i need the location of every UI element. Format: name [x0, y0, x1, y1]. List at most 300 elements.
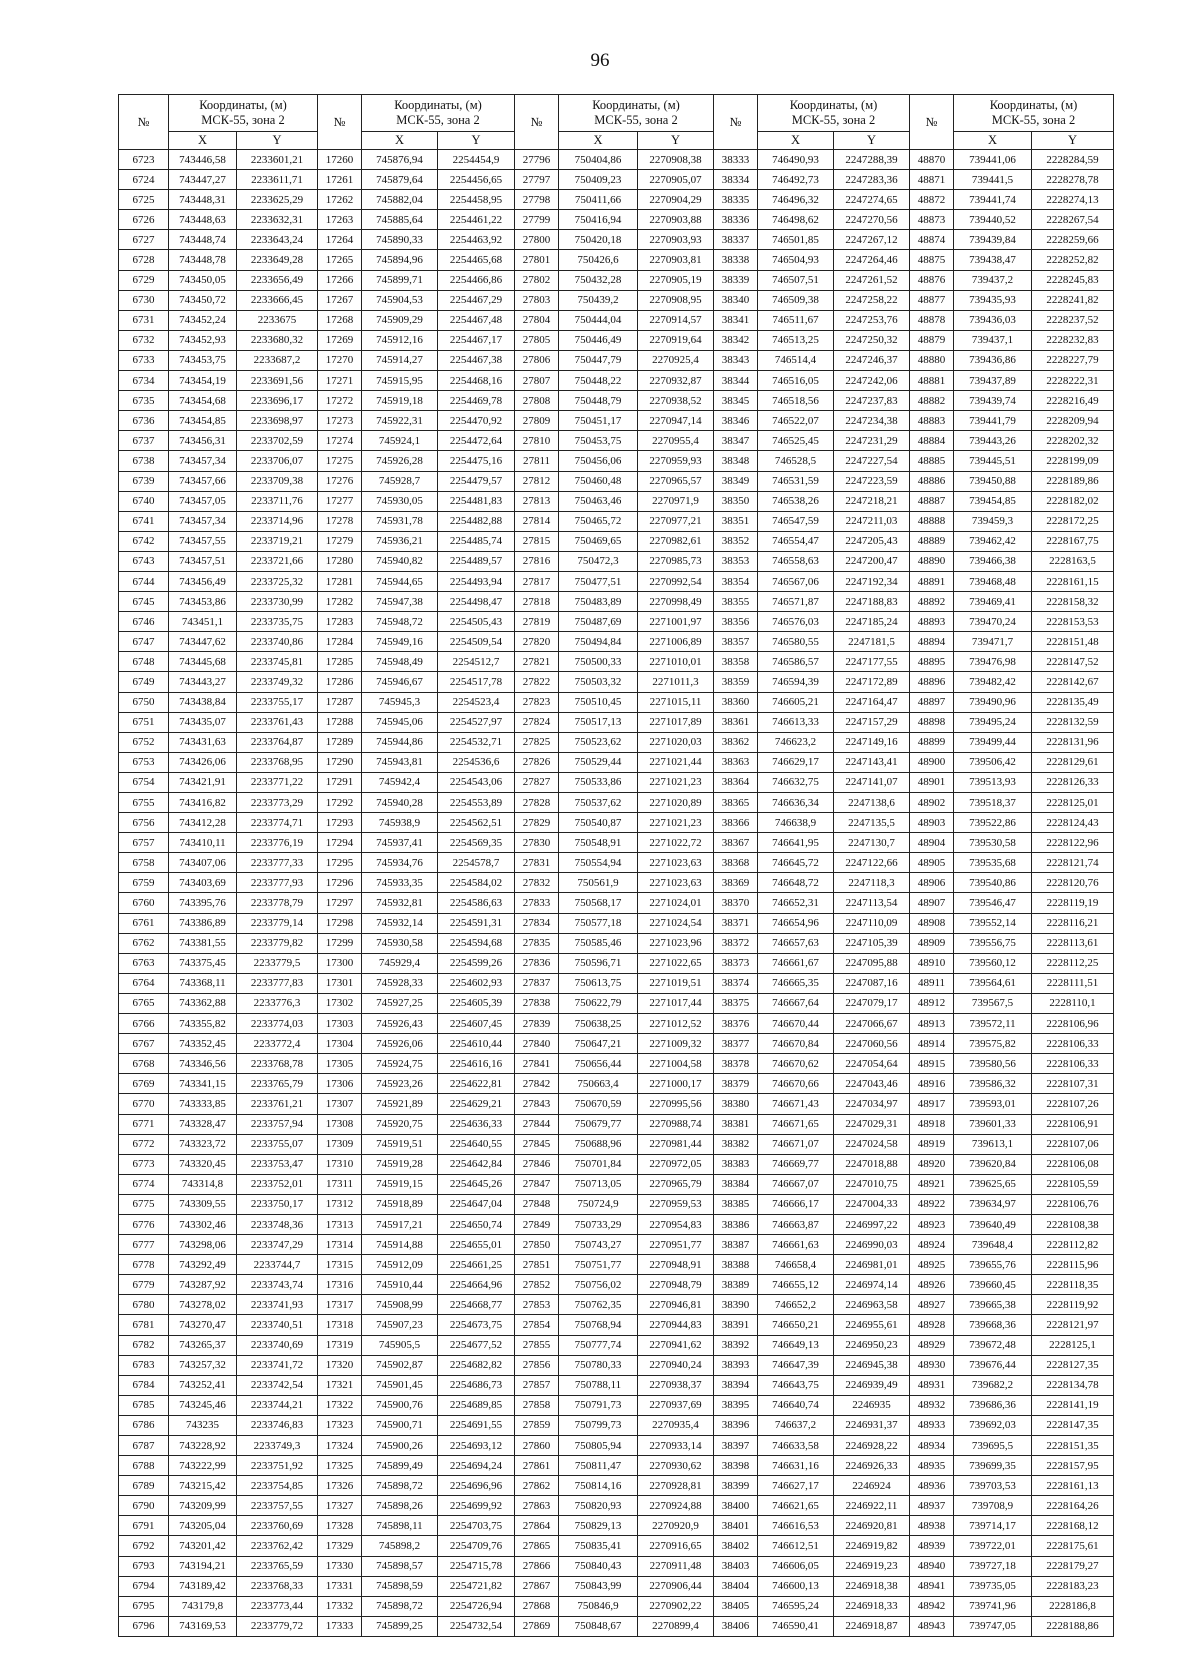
y-coordinate: 2270925,4 [638, 350, 714, 370]
x-coordinate: 750843,99 [559, 1576, 638, 1596]
x-coordinate: 750554,94 [559, 853, 638, 873]
x-coordinate: 750463,46 [559, 491, 638, 511]
x-coordinate: 739546,47 [954, 893, 1032, 913]
y-coordinate: 2246919,82 [834, 1536, 910, 1556]
y-coordinate: 2228232,83 [1032, 330, 1114, 350]
y-coordinate: 2233601,21 [237, 150, 318, 170]
x-coordinate: 746657,63 [758, 933, 834, 953]
y-coordinate: 2247218,21 [834, 491, 910, 511]
x-coordinate: 745929,4 [362, 953, 438, 973]
x-coordinate: 739513,93 [954, 772, 1032, 792]
y-coordinate: 2254467,48 [438, 310, 515, 330]
x-coordinate: 739495,24 [954, 712, 1032, 732]
header-y: Y [1032, 132, 1114, 150]
point-number: 6783 [119, 1355, 169, 1375]
y-coordinate: 2228172,25 [1032, 511, 1114, 531]
point-number: 38362 [714, 732, 758, 752]
point-number: 27847 [515, 1174, 559, 1194]
x-coordinate: 745919,15 [362, 1174, 438, 1194]
y-coordinate: 2247095,88 [834, 953, 910, 973]
point-number: 38351 [714, 511, 758, 531]
point-number: 6786 [119, 1415, 169, 1435]
point-number: 27849 [515, 1214, 559, 1234]
table-row [119, 150, 1114, 170]
y-coordinate: 2254479,57 [438, 471, 515, 491]
x-coordinate: 745900,71 [362, 1415, 438, 1435]
x-coordinate: 750460,48 [559, 471, 638, 491]
x-coordinate: 743410,11 [169, 833, 237, 853]
y-coordinate: 2246945,38 [834, 1355, 910, 1375]
point-number: 27836 [515, 953, 559, 973]
x-coordinate: 739676,44 [954, 1355, 1032, 1375]
x-coordinate: 750788,11 [559, 1375, 638, 1395]
point-number: 38356 [714, 612, 758, 632]
y-coordinate: 2247181,5 [834, 632, 910, 652]
point-number: 6725 [119, 190, 169, 210]
y-coordinate: 2233666,45 [237, 290, 318, 310]
point-number: 17284 [318, 632, 362, 652]
y-coordinate: 2270933,14 [638, 1436, 714, 1456]
y-coordinate: 2254642,84 [438, 1154, 515, 1174]
table-row [119, 793, 1114, 813]
x-coordinate: 746490,93 [758, 150, 834, 170]
y-coordinate: 2228111,51 [1032, 973, 1114, 993]
point-number: 27832 [515, 873, 559, 893]
y-coordinate: 2270946,81 [638, 1295, 714, 1315]
point-number: 38367 [714, 833, 758, 853]
point-number: 38352 [714, 531, 758, 551]
y-coordinate: 2228115,96 [1032, 1255, 1114, 1275]
x-coordinate: 743407,06 [169, 853, 237, 873]
y-coordinate: 2270905,07 [638, 170, 714, 190]
point-number: 48910 [910, 953, 954, 973]
x-coordinate: 746498,62 [758, 210, 834, 230]
table-header [119, 95, 1114, 150]
point-number: 6734 [119, 371, 169, 391]
x-coordinate: 739440,52 [954, 210, 1032, 230]
x-coordinate: 745894,96 [362, 250, 438, 270]
x-coordinate: 745899,25 [362, 1616, 438, 1636]
x-coordinate: 739699,35 [954, 1456, 1032, 1476]
y-coordinate: 2233750,17 [237, 1194, 318, 1214]
x-coordinate: 750724,9 [559, 1194, 638, 1214]
point-number: 27823 [515, 692, 559, 712]
x-coordinate: 746580,55 [758, 632, 834, 652]
point-number: 17298 [318, 913, 362, 933]
x-coordinate: 743457,51 [169, 551, 237, 571]
point-number: 17326 [318, 1476, 362, 1496]
x-coordinate: 750820,93 [559, 1496, 638, 1516]
y-coordinate: 2254493,94 [438, 571, 515, 591]
table-row [119, 1375, 1114, 1395]
point-number: 27812 [515, 471, 559, 491]
point-number: 6772 [119, 1134, 169, 1154]
point-number: 38386 [714, 1214, 758, 1234]
table-row [119, 1315, 1114, 1335]
y-coordinate: 2247234,38 [834, 411, 910, 431]
y-coordinate: 2271001,97 [638, 612, 714, 632]
point-number: 27833 [515, 893, 559, 913]
x-coordinate: 739593,01 [954, 1094, 1032, 1114]
y-coordinate: 2228121,74 [1032, 853, 1114, 873]
x-coordinate: 743447,62 [169, 632, 237, 652]
point-number: 17287 [318, 692, 362, 712]
y-coordinate: 2247253,76 [834, 310, 910, 330]
x-coordinate: 745937,41 [362, 833, 438, 853]
point-number: 48924 [910, 1235, 954, 1255]
point-number: 6724 [119, 170, 169, 190]
y-coordinate: 2254485,74 [438, 531, 515, 551]
point-number: 48934 [910, 1436, 954, 1456]
table-row [119, 290, 1114, 310]
point-number: 17328 [318, 1516, 362, 1536]
x-coordinate: 743189,42 [169, 1576, 237, 1596]
x-coordinate: 746665,35 [758, 973, 834, 993]
x-coordinate: 743298,06 [169, 1235, 237, 1255]
x-coordinate: 743201,42 [169, 1536, 237, 1556]
y-coordinate: 2233768,95 [237, 752, 318, 772]
x-coordinate: 739441,06 [954, 150, 1032, 170]
y-coordinate: 2247034,97 [834, 1094, 910, 1114]
y-coordinate: 2247288,39 [834, 150, 910, 170]
table-row [119, 1074, 1114, 1094]
x-coordinate: 745898,26 [362, 1496, 438, 1516]
y-coordinate: 2271017,89 [638, 712, 714, 732]
y-coordinate: 2233748,36 [237, 1214, 318, 1234]
x-coordinate: 743278,02 [169, 1295, 237, 1315]
y-coordinate: 2247242,06 [834, 371, 910, 391]
table-row [119, 1214, 1114, 1234]
y-coordinate: 2228106,76 [1032, 1194, 1114, 1214]
point-number: 48901 [910, 772, 954, 792]
y-coordinate: 2228182,02 [1032, 491, 1114, 511]
x-coordinate: 743381,55 [169, 933, 237, 953]
point-number: 27825 [515, 732, 559, 752]
x-coordinate: 743386,89 [169, 913, 237, 933]
table-row [119, 1596, 1114, 1616]
x-coordinate: 750439,2 [559, 290, 638, 310]
x-coordinate: 743265,37 [169, 1335, 237, 1355]
header-coordinates [954, 95, 1114, 132]
x-coordinate: 745898,72 [362, 1476, 438, 1496]
x-coordinate: 745923,26 [362, 1074, 438, 1094]
x-coordinate: 746501,85 [758, 230, 834, 250]
x-coordinate: 745900,76 [362, 1395, 438, 1415]
point-number: 17325 [318, 1456, 362, 1476]
y-coordinate: 2254456,65 [438, 170, 515, 190]
point-number: 17275 [318, 451, 362, 471]
x-coordinate: 745904,53 [362, 290, 438, 310]
y-coordinate: 2228202,32 [1032, 431, 1114, 451]
y-coordinate: 2246926,33 [834, 1456, 910, 1476]
y-coordinate: 2228153,53 [1032, 612, 1114, 632]
point-number: 6727 [119, 230, 169, 250]
y-coordinate: 2233754,85 [237, 1476, 318, 1496]
x-coordinate: 746632,75 [758, 772, 834, 792]
point-number: 48928 [910, 1315, 954, 1335]
table-row [119, 1616, 1114, 1636]
x-coordinate: 739660,45 [954, 1275, 1032, 1295]
y-coordinate: 2228161,15 [1032, 571, 1114, 591]
y-coordinate: 2254553,89 [438, 793, 515, 813]
point-number: 38398 [714, 1456, 758, 1476]
x-coordinate: 746496,32 [758, 190, 834, 210]
point-number: 6748 [119, 652, 169, 672]
point-number: 17331 [318, 1576, 362, 1596]
point-number: 48872 [910, 190, 954, 210]
table-row [119, 511, 1114, 531]
x-coordinate: 739625,65 [954, 1174, 1032, 1194]
x-coordinate: 739601,33 [954, 1114, 1032, 1134]
x-coordinate: 746631,16 [758, 1456, 834, 1476]
y-coordinate: 2233777,93 [237, 873, 318, 893]
x-coordinate: 746576,03 [758, 612, 834, 632]
x-coordinate: 739747,05 [954, 1616, 1032, 1636]
point-number: 48921 [910, 1174, 954, 1194]
point-number: 17292 [318, 793, 362, 813]
point-number: 27805 [515, 330, 559, 350]
point-number: 48922 [910, 1194, 954, 1214]
x-coordinate: 743448,31 [169, 190, 237, 210]
table-row [119, 1516, 1114, 1536]
point-number: 48889 [910, 531, 954, 551]
x-coordinate: 746647,39 [758, 1355, 834, 1375]
x-coordinate: 743445,68 [169, 652, 237, 672]
point-number: 17290 [318, 752, 362, 772]
y-coordinate: 2254610,44 [438, 1034, 515, 1054]
point-number: 48935 [910, 1456, 954, 1476]
x-coordinate: 750613,75 [559, 973, 638, 993]
point-number: 27829 [515, 813, 559, 833]
x-coordinate: 743375,45 [169, 953, 237, 973]
point-number: 6778 [119, 1255, 169, 1275]
point-number: 6738 [119, 451, 169, 471]
y-coordinate: 2233741,72 [237, 1355, 318, 1375]
table-row [119, 350, 1114, 370]
x-coordinate: 750688,96 [559, 1134, 638, 1154]
point-number: 6759 [119, 873, 169, 893]
y-coordinate: 2228106,08 [1032, 1154, 1114, 1174]
point-number: 38370 [714, 893, 758, 913]
point-number: 17266 [318, 270, 362, 290]
point-number: 38383 [714, 1154, 758, 1174]
point-number: 48937 [910, 1496, 954, 1516]
x-coordinate: 750446,49 [559, 330, 638, 350]
y-coordinate: 2228107,31 [1032, 1074, 1114, 1094]
table-row [119, 993, 1114, 1013]
table-row [119, 833, 1114, 853]
x-coordinate: 739741,96 [954, 1596, 1032, 1616]
point-number: 17288 [318, 712, 362, 732]
point-number: 17276 [318, 471, 362, 491]
header-coordinates-system: МСК-55, зона 2 [594, 113, 678, 127]
point-number: 27835 [515, 933, 559, 953]
point-number: 6771 [119, 1114, 169, 1134]
point-number: 38392 [714, 1335, 758, 1355]
y-coordinate: 2233719,21 [237, 531, 318, 551]
x-coordinate: 750420,18 [559, 230, 638, 250]
point-number: 38348 [714, 451, 758, 471]
point-number: 48925 [910, 1255, 954, 1275]
x-coordinate: 750472,3 [559, 551, 638, 571]
y-coordinate: 2270992,54 [638, 571, 714, 591]
x-coordinate: 745910,44 [362, 1275, 438, 1295]
point-number: 27826 [515, 752, 559, 772]
x-coordinate: 746492,73 [758, 170, 834, 190]
x-coordinate: 743395,76 [169, 893, 237, 913]
x-coordinate: 739586,32 [954, 1074, 1032, 1094]
x-coordinate: 746643,75 [758, 1375, 834, 1395]
point-number: 48912 [910, 993, 954, 1013]
y-coordinate: 2270985,73 [638, 551, 714, 571]
table-row [119, 1335, 1114, 1355]
point-number: 27800 [515, 230, 559, 250]
x-coordinate: 746547,59 [758, 511, 834, 531]
point-number: 48893 [910, 612, 954, 632]
x-coordinate: 743456,49 [169, 571, 237, 591]
x-coordinate: 739672,48 [954, 1335, 1032, 1355]
x-coordinate: 743448,74 [169, 230, 237, 250]
y-coordinate: 2254505,43 [438, 612, 515, 632]
point-number: 38382 [714, 1134, 758, 1154]
point-number: 27810 [515, 431, 559, 451]
point-number: 38342 [714, 330, 758, 350]
point-number: 27869 [515, 1616, 559, 1636]
x-coordinate: 745905,5 [362, 1335, 438, 1355]
point-number: 48871 [910, 170, 954, 190]
point-number: 27809 [515, 411, 559, 431]
y-coordinate: 2246920,81 [834, 1516, 910, 1536]
point-number: 27819 [515, 612, 559, 632]
y-coordinate: 2233765,59 [237, 1556, 318, 1576]
y-coordinate: 2233706,07 [237, 451, 318, 471]
y-coordinate: 2270965,79 [638, 1174, 714, 1194]
x-coordinate: 746658,4 [758, 1255, 834, 1275]
y-coordinate: 2233730,99 [237, 592, 318, 612]
coordinates-table [118, 94, 1114, 1637]
y-coordinate: 2233776,3 [237, 993, 318, 1013]
point-number: 17324 [318, 1436, 362, 1456]
point-number: 38339 [714, 270, 758, 290]
y-coordinate: 2270905,19 [638, 270, 714, 290]
point-number: 27827 [515, 772, 559, 792]
y-coordinate: 2233768,33 [237, 1576, 318, 1596]
x-coordinate: 745920,75 [362, 1114, 438, 1134]
y-coordinate: 2246924 [834, 1476, 910, 1496]
y-coordinate: 2233764,87 [237, 732, 318, 752]
table-row [119, 190, 1114, 210]
point-number: 48923 [910, 1214, 954, 1234]
point-number: 27801 [515, 250, 559, 270]
point-number: 48903 [910, 813, 954, 833]
table-row [119, 1054, 1114, 1074]
x-coordinate: 750768,94 [559, 1315, 638, 1335]
y-coordinate: 2228158,32 [1032, 592, 1114, 612]
x-coordinate: 739482,42 [954, 672, 1032, 692]
y-coordinate: 2247283,36 [834, 170, 910, 190]
point-number: 38380 [714, 1094, 758, 1114]
x-coordinate: 739470,24 [954, 612, 1032, 632]
x-coordinate: 745928,7 [362, 471, 438, 491]
point-number: 38381 [714, 1114, 758, 1134]
y-coordinate: 2270954,83 [638, 1214, 714, 1234]
y-coordinate: 2271021,44 [638, 752, 714, 772]
y-coordinate: 2228245,83 [1032, 270, 1114, 290]
point-number: 38349 [714, 471, 758, 491]
y-coordinate: 2246974,14 [834, 1275, 910, 1295]
point-number: 27796 [515, 150, 559, 170]
point-number: 27820 [515, 632, 559, 652]
y-coordinate: 2246919,23 [834, 1556, 910, 1576]
x-coordinate: 745926,43 [362, 1014, 438, 1034]
y-coordinate: 2233611,71 [237, 170, 318, 190]
x-coordinate: 746600,13 [758, 1576, 834, 1596]
y-coordinate: 2254693,12 [438, 1436, 515, 1456]
y-coordinate: 2271021,23 [638, 813, 714, 833]
point-number: 6760 [119, 893, 169, 913]
x-coordinate: 750432,28 [559, 270, 638, 290]
y-coordinate: 2233740,69 [237, 1335, 318, 1355]
y-coordinate: 2228167,75 [1032, 531, 1114, 551]
y-coordinate: 2254703,75 [438, 1516, 515, 1536]
x-coordinate: 750533,86 [559, 772, 638, 792]
point-number: 17265 [318, 250, 362, 270]
x-coordinate: 743448,78 [169, 250, 237, 270]
x-coordinate: 743450,05 [169, 270, 237, 290]
y-coordinate: 2271023,96 [638, 933, 714, 953]
table-row [119, 893, 1114, 913]
x-coordinate: 739441,79 [954, 411, 1032, 431]
y-coordinate: 2254699,92 [438, 1496, 515, 1516]
table-row [119, 933, 1114, 953]
point-number: 17281 [318, 571, 362, 591]
x-coordinate: 739437,2 [954, 270, 1032, 290]
table-row [119, 632, 1114, 652]
y-coordinate: 2228179,27 [1032, 1556, 1114, 1576]
point-number: 38372 [714, 933, 758, 953]
y-coordinate: 2247188,83 [834, 592, 910, 612]
x-coordinate: 743438,84 [169, 692, 237, 712]
x-coordinate: 743222,99 [169, 1456, 237, 1476]
x-coordinate: 746636,34 [758, 793, 834, 813]
point-number: 27797 [515, 170, 559, 190]
x-coordinate: 746595,24 [758, 1596, 834, 1616]
point-number: 27839 [515, 1014, 559, 1034]
point-number: 38369 [714, 873, 758, 893]
point-number: 38397 [714, 1436, 758, 1456]
point-number: 38341 [714, 310, 758, 330]
point-number: 48890 [910, 551, 954, 571]
y-coordinate: 2233675 [237, 310, 318, 330]
table-row [119, 551, 1114, 571]
point-number: 27808 [515, 391, 559, 411]
point-number: 17260 [318, 150, 362, 170]
x-coordinate: 745948,72 [362, 612, 438, 632]
point-number: 17267 [318, 290, 362, 310]
y-coordinate: 2247130,7 [834, 833, 910, 853]
x-coordinate: 745876,94 [362, 150, 438, 170]
header-y: Y [237, 132, 318, 150]
y-coordinate: 2246935 [834, 1395, 910, 1415]
x-coordinate: 745927,25 [362, 993, 438, 1013]
point-number: 17316 [318, 1275, 362, 1295]
point-number: 6769 [119, 1074, 169, 1094]
x-coordinate: 739564,61 [954, 973, 1032, 993]
y-coordinate: 2270930,62 [638, 1456, 714, 1476]
y-coordinate: 2247141,07 [834, 772, 910, 792]
table-row [119, 813, 1114, 833]
y-coordinate: 2228168,12 [1032, 1516, 1114, 1536]
